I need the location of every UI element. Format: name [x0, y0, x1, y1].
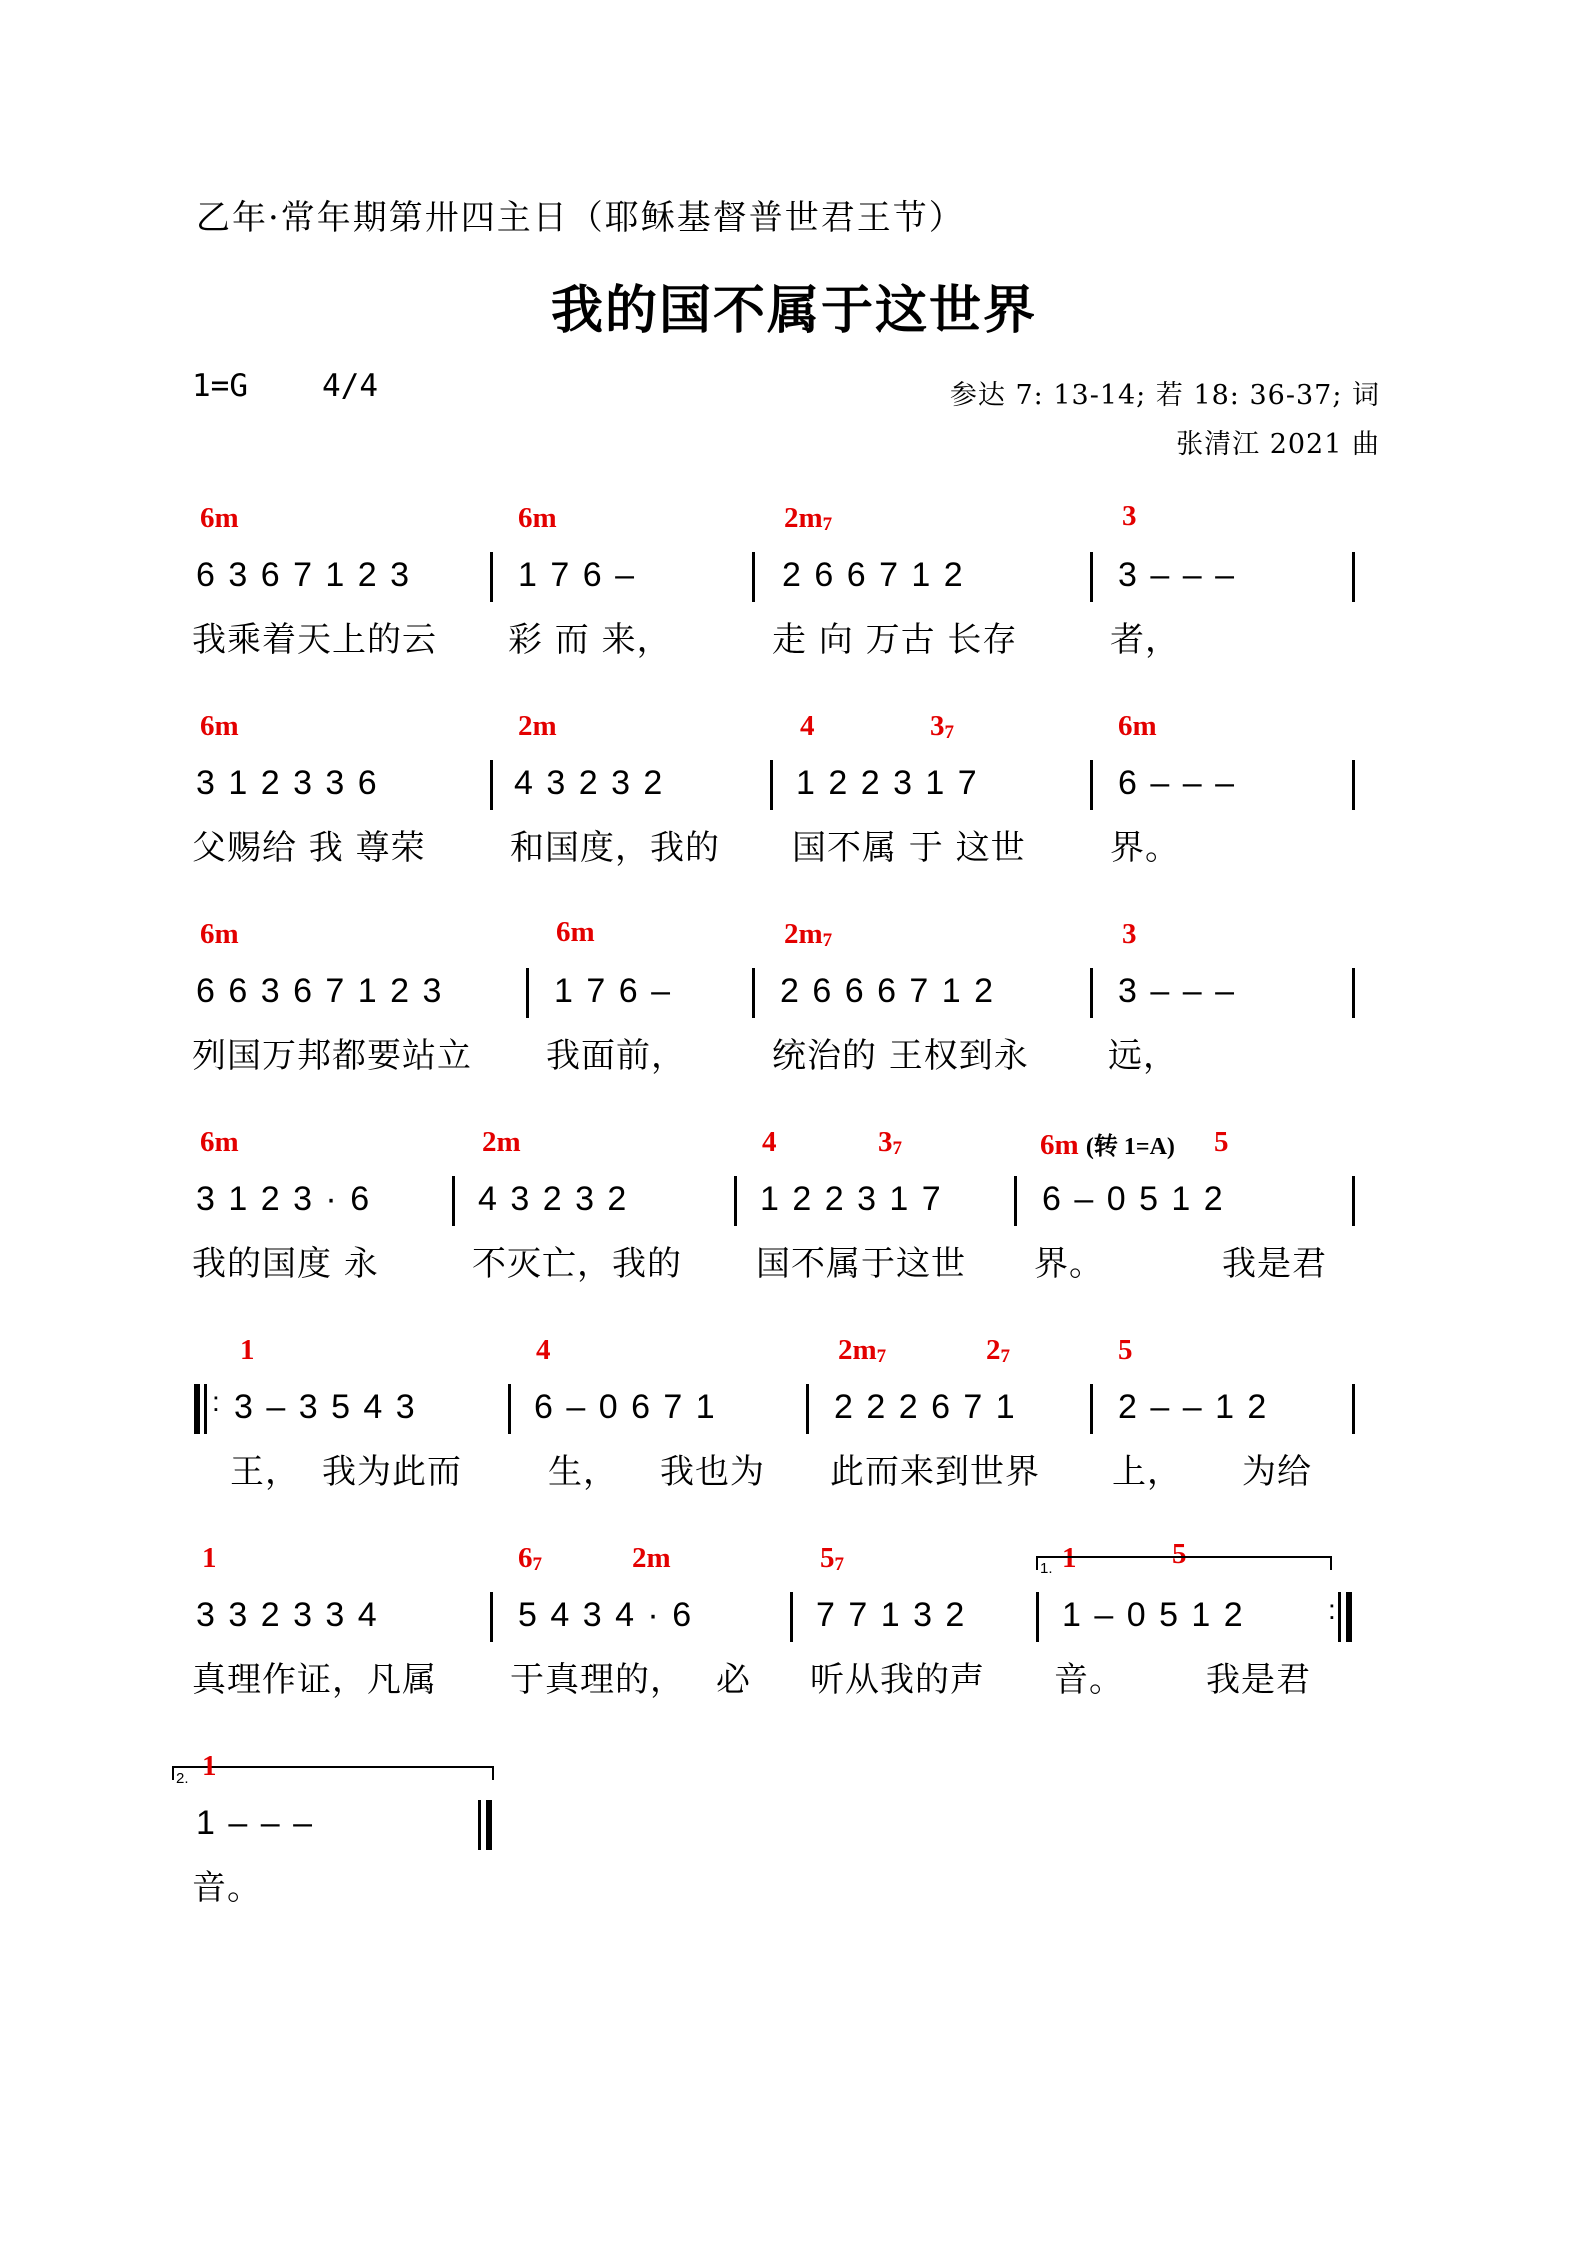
chord-symbol: 6m	[200, 502, 239, 534]
barline	[490, 1592, 493, 1642]
chord-symbol: 2m	[482, 1126, 521, 1158]
chord-symbol: $2m_7$	[784, 918, 833, 951]
lyric-text: 和国度，我的	[510, 828, 720, 868]
lyric-text: 音。	[1054, 1660, 1124, 1700]
measure-notes: 3 – – –	[1118, 556, 1236, 594]
lyric-text: 界。	[1110, 828, 1180, 868]
chord-symbol: 6m	[200, 710, 239, 742]
measure-notes: 3 1 2 3 · 6	[196, 1180, 372, 1218]
measure-notes: 2 6 6 7 1 2	[782, 556, 965, 594]
repeat-dots: :	[212, 1386, 222, 1417]
chord-symbol: 1	[240, 1334, 255, 1366]
measure-notes: 1 7 6 –	[554, 972, 672, 1010]
measure-notes: 6 6 3 6 7 1 2 3	[196, 972, 444, 1010]
lyric-text: 听从我的声	[810, 1660, 985, 1700]
barline	[1352, 1176, 1355, 1226]
measure-notes: 3 – – –	[1118, 972, 1236, 1010]
chord-symbol: 4	[536, 1334, 551, 1366]
barline	[752, 552, 755, 602]
final-barline	[486, 1800, 492, 1850]
measure-notes: 3 1 2 3 3 6	[196, 764, 379, 802]
chord-symbol: 1	[1062, 1542, 1077, 1574]
chord-symbol: $5_7$	[820, 1542, 844, 1575]
barline	[1014, 1176, 1017, 1226]
lyrics-source: 参达 7: 13-14; 若 18: 36-37; 词	[949, 380, 1380, 411]
lyric-text: 我是君	[1222, 1244, 1327, 1284]
chord-symbol: 4	[762, 1126, 777, 1158]
lyric-text: 音。	[192, 1868, 262, 1908]
lyric-text: 必	[716, 1660, 751, 1700]
measure-notes: 6 – 0 6 7 1	[534, 1388, 717, 1426]
lyric-text: 我面前，	[546, 1036, 686, 1076]
measure-notes: 3 3 2 3 3 4	[196, 1596, 379, 1634]
chord-symbol: 6m	[518, 502, 557, 534]
measure-notes: 6 – – –	[1118, 764, 1236, 802]
barline	[752, 968, 755, 1018]
barline	[490, 760, 493, 810]
chord-symbol: 1	[202, 1542, 217, 1574]
chord-symbol: $6_7$	[518, 1542, 542, 1575]
repeat-end-barline	[1346, 1592, 1352, 1642]
measure-notes: 2 2 2 6 7 1	[834, 1388, 1017, 1426]
lyric-text: 我也为	[660, 1452, 765, 1492]
lyric-text: 王，	[230, 1452, 300, 1492]
lyric-text: 国不属 于 这世	[792, 828, 1026, 868]
measure-notes: 2 – – 1 2	[1118, 1388, 1269, 1426]
barline	[478, 1800, 481, 1850]
lyric-text: 不灭亡，我的	[472, 1244, 682, 1284]
lyric-text: 列国万邦都要站立	[192, 1036, 472, 1076]
barline	[806, 1384, 809, 1434]
volta-number: 1.	[1040, 1560, 1053, 1577]
occasion-heading: 乙年·常年期第卅四主日（耶稣基督普世君王节）	[196, 198, 965, 238]
measure-notes: 1 2 2 3 1 7	[760, 1180, 943, 1218]
barline	[1036, 1592, 1039, 1642]
measure-notes: 1 – – –	[196, 1804, 314, 1842]
chord-symbol: 4	[800, 710, 815, 742]
lyric-text: 彩 而 来，	[508, 620, 672, 660]
barline	[770, 760, 773, 810]
measure-notes: 4 3 2 3 2	[478, 1180, 629, 1218]
lyric-text: 远，	[1108, 1036, 1178, 1076]
lyric-text: 国不属于这世	[756, 1244, 966, 1284]
chord-symbol: 5	[1172, 1538, 1187, 1570]
lyric-text: 于真理的，	[510, 1660, 685, 1700]
chord-symbol: $3_7$	[878, 1126, 902, 1159]
chord-symbol: 2m	[518, 710, 557, 742]
lyric-text: 我乘着天上的云	[192, 620, 437, 660]
chord-symbol: $2m_7$	[838, 1334, 887, 1367]
volta-bracket-1	[1036, 1556, 1332, 1570]
barline	[1090, 968, 1093, 1018]
barline	[526, 968, 529, 1018]
volta-number: 2.	[176, 1770, 189, 1787]
chord-symbol: 5	[1214, 1126, 1229, 1158]
barline	[1338, 1592, 1341, 1642]
barline	[1352, 1384, 1355, 1434]
chord-symbol: 6m (转 1=A)	[1040, 1129, 1175, 1161]
chord-symbol: 6m	[1118, 710, 1157, 742]
time-signature: 4/4	[322, 368, 378, 404]
chord-symbol: 1	[202, 1750, 217, 1782]
chord-symbol: $2_7$	[986, 1334, 1010, 1367]
key-signature: 1=G	[192, 368, 248, 404]
measure-notes: 3 – 3 5 4 3	[234, 1388, 417, 1426]
barline	[452, 1176, 455, 1226]
measure-notes: 1 7 6 –	[518, 556, 636, 594]
chord-symbol: 6m	[200, 1126, 239, 1158]
volta-bracket-2	[172, 1766, 494, 1780]
barline	[490, 552, 493, 602]
lyric-text: 界。	[1034, 1244, 1104, 1284]
measure-notes: 1 – 0 5 1 2	[1062, 1596, 1245, 1634]
barline	[508, 1384, 511, 1434]
chord-symbol: 5	[1118, 1334, 1133, 1366]
lyric-text: 我是君	[1206, 1660, 1311, 1700]
barline	[1352, 552, 1355, 602]
barline	[204, 1384, 207, 1434]
measure-notes: 6 – 0 5 1 2	[1042, 1180, 1225, 1218]
barline	[790, 1592, 793, 1642]
measure-notes: 4 3 2 3 2	[514, 764, 665, 802]
lyric-text: 生，	[548, 1452, 618, 1492]
barline	[1090, 1384, 1093, 1434]
lyric-text: 我为此而	[322, 1452, 462, 1492]
lyric-text: 此而来到世界	[830, 1452, 1040, 1492]
barline	[1352, 968, 1355, 1018]
chord-symbol: 3	[1122, 918, 1137, 950]
page-title: 我的国不属于这世界	[550, 281, 1037, 341]
chord-symbol: $3_7$	[930, 710, 954, 743]
measure-notes: 7 7 1 3 2	[816, 1596, 967, 1634]
repeat-start-barline	[194, 1384, 200, 1434]
measure-notes: 2 6 6 6 7 1 2	[780, 972, 996, 1010]
chord-symbol: 2m	[632, 1542, 671, 1574]
lyric-text: 我的国度 永	[192, 1244, 379, 1284]
barline	[1352, 760, 1355, 810]
lyric-text: 真理作证，凡属	[192, 1660, 437, 1700]
measure-notes: 6 3 6 7 1 2 3	[196, 556, 412, 594]
lyric-text: 者，	[1110, 620, 1180, 660]
chord-symbol: 3	[1122, 500, 1137, 532]
chord-symbol: $2m_7$	[784, 502, 833, 535]
lyric-text: 上，	[1112, 1452, 1182, 1492]
lyric-text: 走 向 万古 长存	[772, 620, 1018, 660]
lyric-text: 统治的 王权到永	[772, 1036, 1029, 1076]
chord-symbol: 6m	[556, 916, 595, 948]
chord-symbol: 6m	[200, 918, 239, 950]
barline	[734, 1176, 737, 1226]
lyric-text: 父赐给 我 尊荣	[192, 828, 426, 868]
composer-credit: 张清江 2021 曲	[1176, 429, 1380, 460]
lyric-text: 为给	[1242, 1452, 1312, 1492]
measure-notes: 5 4 3 4 · 6	[518, 1596, 694, 1634]
barline	[1090, 552, 1093, 602]
repeat-dots: :	[1328, 1594, 1338, 1625]
barline	[1090, 760, 1093, 810]
measure-notes: 1 2 2 3 1 7	[796, 764, 979, 802]
